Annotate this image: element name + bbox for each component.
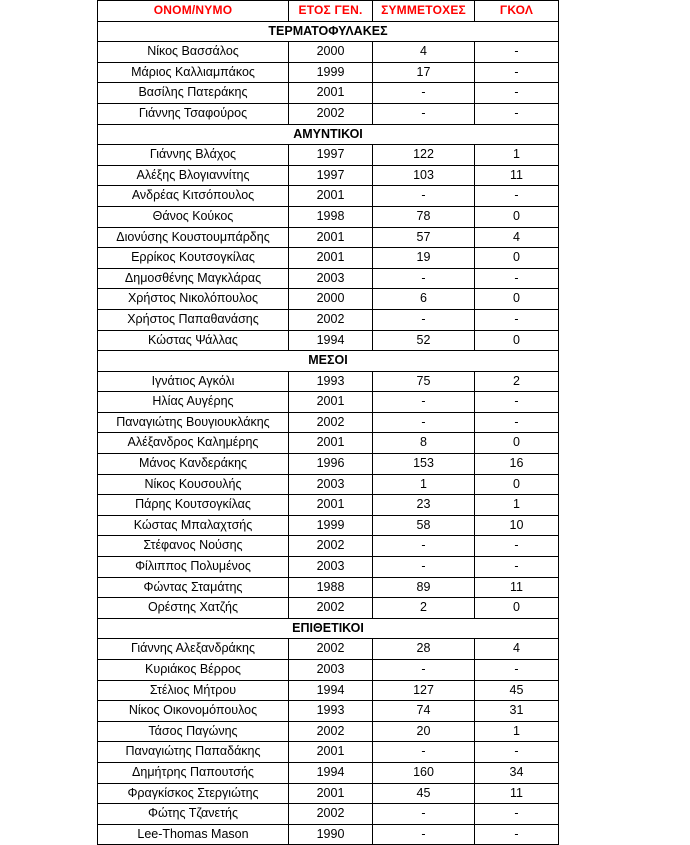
player-name: Lee-Thomas Mason bbox=[98, 824, 289, 845]
player-goals: 0 bbox=[475, 206, 559, 227]
player-goals: 0 bbox=[475, 433, 559, 454]
player-birth-year: 2001 bbox=[289, 783, 373, 804]
player-appearances: 45 bbox=[373, 783, 475, 804]
player-appearances: 20 bbox=[373, 721, 475, 742]
player-birth-year: 1994 bbox=[289, 762, 373, 783]
player-birth-year: 2001 bbox=[289, 392, 373, 413]
player-name: Φραγκίσκος Στεργιώτης bbox=[98, 783, 289, 804]
player-goals: - bbox=[475, 412, 559, 433]
player-name: Παναγιώτης Παπαδάκης bbox=[98, 742, 289, 763]
player-birth-year: 1990 bbox=[289, 824, 373, 845]
player-birth-year: 2001 bbox=[289, 742, 373, 763]
player-goals: 4 bbox=[475, 639, 559, 660]
player-goals: - bbox=[475, 392, 559, 413]
table-row bbox=[98, 83, 559, 104]
section-header-row bbox=[98, 351, 559, 372]
player-birth-year: 2001 bbox=[289, 186, 373, 207]
player-goals: 2 bbox=[475, 371, 559, 392]
table-row bbox=[98, 165, 559, 186]
player-appearances: - bbox=[373, 536, 475, 557]
player-birth-year: 2002 bbox=[289, 536, 373, 557]
player-name: Ερρίκος Κουτσογκίλας bbox=[98, 248, 289, 269]
table-body bbox=[98, 21, 559, 845]
player-appearances: - bbox=[373, 557, 475, 578]
player-birth-year: 1999 bbox=[289, 62, 373, 83]
player-goals: 1 bbox=[475, 495, 559, 516]
table-row bbox=[98, 474, 559, 495]
player-birth-year: 2003 bbox=[289, 557, 373, 578]
table-header bbox=[98, 1, 559, 22]
player-goals: 4 bbox=[475, 227, 559, 248]
player-goals: 0 bbox=[475, 289, 559, 310]
table-row bbox=[98, 206, 559, 227]
player-appearances: 103 bbox=[373, 165, 475, 186]
player-birth-year: 2002 bbox=[289, 309, 373, 330]
section-title: ΕΠΙΘΕΤΙΚΟΙ bbox=[98, 618, 559, 639]
player-birth-year: 2002 bbox=[289, 804, 373, 825]
table-row bbox=[98, 103, 559, 124]
player-birth-year: 1994 bbox=[289, 680, 373, 701]
player-goals: - bbox=[475, 103, 559, 124]
player-appearances: 6 bbox=[373, 289, 475, 310]
table-row bbox=[98, 454, 559, 475]
player-name: Κώστας Μπαλαχτσής bbox=[98, 515, 289, 536]
player-appearances: 8 bbox=[373, 433, 475, 454]
player-name: Ηλίας Αυγέρης bbox=[98, 392, 289, 413]
player-appearances: 78 bbox=[373, 206, 475, 227]
section-header-row bbox=[98, 124, 559, 145]
player-appearances: - bbox=[373, 824, 475, 845]
player-appearances: 89 bbox=[373, 577, 475, 598]
section-title: ΤΕΡΜΑΤΟΦΥΛΑΚΕΣ bbox=[98, 21, 559, 42]
player-goals: - bbox=[475, 742, 559, 763]
player-appearances: 4 bbox=[373, 42, 475, 63]
player-birth-year: 1993 bbox=[289, 371, 373, 392]
player-appearances: 127 bbox=[373, 680, 475, 701]
player-name: Χρήστος Νικολόπουλος bbox=[98, 289, 289, 310]
player-birth-year: 2003 bbox=[289, 268, 373, 289]
player-appearances: - bbox=[373, 742, 475, 763]
player-name: Ανδρέας Κιτσόπουλος bbox=[98, 186, 289, 207]
player-appearances: 75 bbox=[373, 371, 475, 392]
player-appearances: 2 bbox=[373, 598, 475, 619]
player-goals: - bbox=[475, 557, 559, 578]
player-name: Στέφανος Νούσης bbox=[98, 536, 289, 557]
player-goals: - bbox=[475, 42, 559, 63]
player-appearances: 153 bbox=[373, 454, 475, 475]
player-appearances: 1 bbox=[373, 474, 475, 495]
player-appearances: 23 bbox=[373, 495, 475, 516]
table-row bbox=[98, 680, 559, 701]
table-row bbox=[98, 824, 559, 845]
player-goals: 11 bbox=[475, 783, 559, 804]
player-goals: - bbox=[475, 309, 559, 330]
player-name: Στέλιος Μήτρου bbox=[98, 680, 289, 701]
player-name: Βασίλης Πατεράκης bbox=[98, 83, 289, 104]
player-name: Δημήτρης Παπουτσής bbox=[98, 762, 289, 783]
player-name: Διονύσης Κουστουμπάρδης bbox=[98, 227, 289, 248]
player-appearances: 28 bbox=[373, 639, 475, 660]
player-birth-year: 1997 bbox=[289, 165, 373, 186]
table-row bbox=[98, 536, 559, 557]
player-name: Θάνος Κούκος bbox=[98, 206, 289, 227]
player-birth-year: 2001 bbox=[289, 248, 373, 269]
player-birth-year: 2002 bbox=[289, 639, 373, 660]
column-header-name: ΟΝΟΜ/ΝΥΜΟ bbox=[98, 1, 289, 22]
section-header-row bbox=[98, 618, 559, 639]
table-row bbox=[98, 515, 559, 536]
table-row bbox=[98, 598, 559, 619]
player-birth-year: 2000 bbox=[289, 42, 373, 63]
player-birth-year: 2003 bbox=[289, 474, 373, 495]
player-appearances: 17 bbox=[373, 62, 475, 83]
player-goals: 34 bbox=[475, 762, 559, 783]
table-row bbox=[98, 721, 559, 742]
player-birth-year: 2002 bbox=[289, 412, 373, 433]
player-appearances: 74 bbox=[373, 701, 475, 722]
player-birth-year: 2001 bbox=[289, 227, 373, 248]
player-goals: - bbox=[475, 804, 559, 825]
header-row bbox=[98, 1, 559, 22]
player-appearances: 160 bbox=[373, 762, 475, 783]
player-goals: 0 bbox=[475, 248, 559, 269]
player-name: Νίκος Οικονομόπουλος bbox=[98, 701, 289, 722]
player-name: Τάσος Παγώνης bbox=[98, 721, 289, 742]
player-name: Αλέξανδρος Καλημέρης bbox=[98, 433, 289, 454]
player-birth-year: 1999 bbox=[289, 515, 373, 536]
player-appearances: 122 bbox=[373, 145, 475, 166]
player-appearances: 58 bbox=[373, 515, 475, 536]
column-header-appearances: ΣΥΜΜΕΤΟΧΕΣ bbox=[373, 1, 475, 22]
player-birth-year: 1993 bbox=[289, 701, 373, 722]
player-name: Φώτης Τζανετής bbox=[98, 804, 289, 825]
table-row bbox=[98, 330, 559, 351]
table-row bbox=[98, 371, 559, 392]
table-row bbox=[98, 742, 559, 763]
table-row bbox=[98, 42, 559, 63]
column-header-goals: ΓΚΟΛ bbox=[475, 1, 559, 22]
player-goals: 11 bbox=[475, 165, 559, 186]
player-goals: - bbox=[475, 83, 559, 104]
roster-table bbox=[97, 0, 559, 845]
player-name: Χρήστος Παπαθανάσης bbox=[98, 309, 289, 330]
player-name: Δημοσθένης Μαγκλάρας bbox=[98, 268, 289, 289]
player-name: Φίλιππος Πολυμένος bbox=[98, 557, 289, 578]
player-birth-year: 1998 bbox=[289, 206, 373, 227]
player-appearances: 52 bbox=[373, 330, 475, 351]
player-birth-year: 1996 bbox=[289, 454, 373, 475]
section-header-row bbox=[98, 21, 559, 42]
table-row bbox=[98, 145, 559, 166]
player-birth-year: 2002 bbox=[289, 598, 373, 619]
player-goals: - bbox=[475, 660, 559, 681]
player-birth-year: 2001 bbox=[289, 495, 373, 516]
table-row bbox=[98, 783, 559, 804]
player-appearances: - bbox=[373, 412, 475, 433]
table-row bbox=[98, 412, 559, 433]
player-birth-year: 2003 bbox=[289, 660, 373, 681]
table-row bbox=[98, 186, 559, 207]
player-appearances: 19 bbox=[373, 248, 475, 269]
table-row bbox=[98, 309, 559, 330]
table-row bbox=[98, 289, 559, 310]
table-row bbox=[98, 701, 559, 722]
player-goals: 45 bbox=[475, 680, 559, 701]
player-appearances: - bbox=[373, 660, 475, 681]
player-goals: 11 bbox=[475, 577, 559, 598]
table-row bbox=[98, 762, 559, 783]
player-name: Αλέξης Βλογιαννίτης bbox=[98, 165, 289, 186]
player-goals: 1 bbox=[475, 145, 559, 166]
player-name: Γιάννης Τσαφούρος bbox=[98, 103, 289, 124]
table-row bbox=[98, 639, 559, 660]
section-title: ΑΜΥΝΤΙΚΟΙ bbox=[98, 124, 559, 145]
table-row bbox=[98, 248, 559, 269]
player-appearances: - bbox=[373, 268, 475, 289]
player-goals: 31 bbox=[475, 701, 559, 722]
player-name: Γιάννης Αλεξανδράκης bbox=[98, 639, 289, 660]
section-title: ΜΕΣΟΙ bbox=[98, 351, 559, 372]
player-appearances: - bbox=[373, 392, 475, 413]
table-row bbox=[98, 577, 559, 598]
player-appearances: - bbox=[373, 83, 475, 104]
player-name: Ιγνάτιος Αγκόλι bbox=[98, 371, 289, 392]
player-goals: 0 bbox=[475, 330, 559, 351]
player-goals: 1 bbox=[475, 721, 559, 742]
table-row bbox=[98, 268, 559, 289]
table-row bbox=[98, 660, 559, 681]
table-row bbox=[98, 227, 559, 248]
player-appearances: - bbox=[373, 804, 475, 825]
player-name: Φώντας Σταμάτης bbox=[98, 577, 289, 598]
player-birth-year: 2001 bbox=[289, 83, 373, 104]
player-appearances: - bbox=[373, 186, 475, 207]
player-appearances: 57 bbox=[373, 227, 475, 248]
player-goals: - bbox=[475, 62, 559, 83]
player-name: Πάρης Κουτσογκίλας bbox=[98, 495, 289, 516]
player-goals: - bbox=[475, 268, 559, 289]
column-header-birth-year: ΕΤΟΣ ΓΕΝ. bbox=[289, 1, 373, 22]
player-birth-year: 2002 bbox=[289, 721, 373, 742]
table-row bbox=[98, 392, 559, 413]
player-name: Παναγιώτης Βουγιουκλάκης bbox=[98, 412, 289, 433]
player-name: Ορέστης Χατζής bbox=[98, 598, 289, 619]
player-birth-year: 1988 bbox=[289, 577, 373, 598]
player-goals: 16 bbox=[475, 454, 559, 475]
table-row bbox=[98, 62, 559, 83]
player-birth-year: 1994 bbox=[289, 330, 373, 351]
player-birth-year: 2001 bbox=[289, 433, 373, 454]
player-name: Κυριάκος Βέρρος bbox=[98, 660, 289, 681]
table-row bbox=[98, 433, 559, 454]
player-appearances: - bbox=[373, 103, 475, 124]
player-name: Νίκος Κουσουλής bbox=[98, 474, 289, 495]
table-row bbox=[98, 804, 559, 825]
player-name: Μάνος Κανδεράκης bbox=[98, 454, 289, 475]
player-goals: - bbox=[475, 536, 559, 557]
table-row bbox=[98, 557, 559, 578]
player-goals: - bbox=[475, 824, 559, 845]
player-goals: 10 bbox=[475, 515, 559, 536]
player-name: Μάριος Καλλιαμπάκος bbox=[98, 62, 289, 83]
player-birth-year: 1997 bbox=[289, 145, 373, 166]
table-row bbox=[98, 495, 559, 516]
player-appearances: - bbox=[373, 309, 475, 330]
player-goals: - bbox=[475, 186, 559, 207]
player-goals: 0 bbox=[475, 598, 559, 619]
player-birth-year: 2000 bbox=[289, 289, 373, 310]
player-name: Κώστας Ψάλλας bbox=[98, 330, 289, 351]
player-name: Νίκος Βασσάλος bbox=[98, 42, 289, 63]
player-name: Γιάννης Βλάχος bbox=[98, 145, 289, 166]
player-birth-year: 2002 bbox=[289, 103, 373, 124]
player-goals: 0 bbox=[475, 474, 559, 495]
